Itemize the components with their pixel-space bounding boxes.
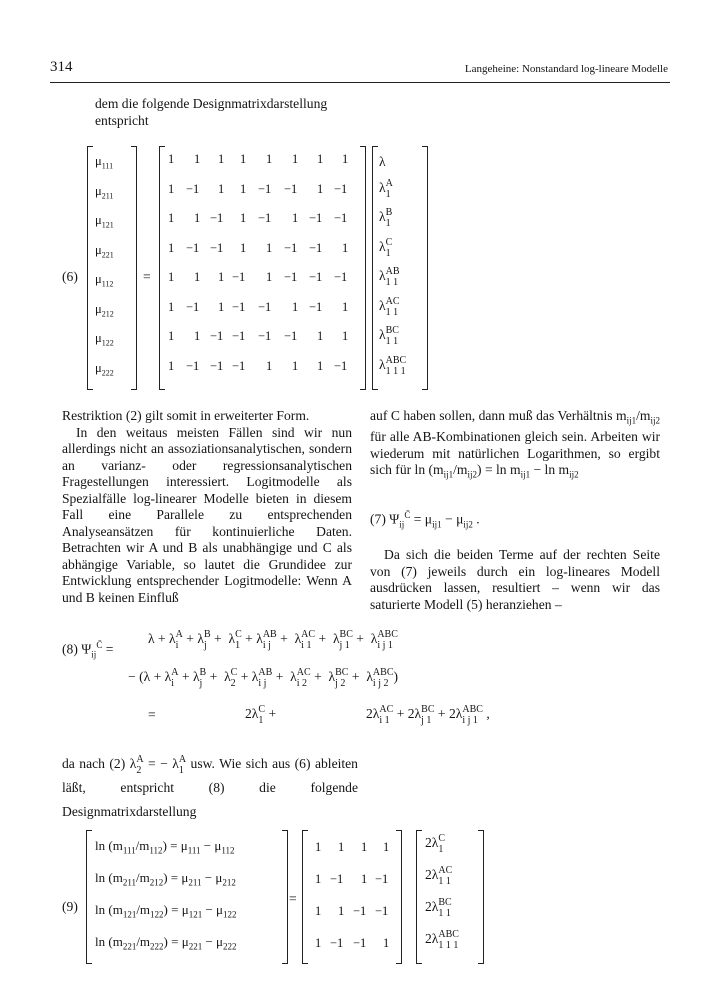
matrix-cell: −1 xyxy=(232,270,246,284)
matrix-cell: 1 xyxy=(292,299,299,314)
mu-entry: $\mu_{212}$ xyxy=(95,301,114,318)
eq9-lhs-entry: $\ln (m_{121}/m_{122}) = \mu_{121} - \mu_{122}$ xyxy=(95,902,237,920)
matrix-cell: −1 xyxy=(309,211,323,225)
matrix-cell: 1 xyxy=(317,152,324,166)
matrix-cell: −1 xyxy=(210,211,224,225)
eq9-rhs-vector xyxy=(416,830,484,964)
eq9-rhs-entry: 2λ BC 1 1 xyxy=(425,897,452,919)
lambda-entry: λ B 1 xyxy=(379,207,393,229)
matrix-cell: 1 xyxy=(194,152,201,166)
matrix-cell: 1 xyxy=(317,329,324,343)
matrix-cell: 1 xyxy=(218,181,225,196)
matrix-cell: 1 xyxy=(240,211,247,225)
matrix-cell: 1 xyxy=(168,240,175,255)
right-column xyxy=(370,408,660,483)
matrix-cell: 1 xyxy=(168,299,175,314)
intro-text: dem die folgende Designmatrixdarstellung entspricht xyxy=(95,96,328,128)
eq6-lambda-vector xyxy=(372,146,428,390)
matrix-cell: 1 xyxy=(292,358,299,373)
eq8-line-3-b: 2λ AC i 1 + 2λ BC j 1 + 2λ ABC i j 1 , xyxy=(366,704,490,726)
eq9-rhs-entry: 2λ C 1 xyxy=(425,833,446,855)
eq6-equals: = xyxy=(143,269,151,284)
matrix-cell: −1 xyxy=(210,329,224,343)
eq9-matrix-cell: 1 xyxy=(315,936,322,950)
header-rule xyxy=(50,82,670,83)
eq9-matrix-cell: −1 xyxy=(330,872,344,886)
matrix-cell: −1 xyxy=(334,181,348,196)
eq6-mu-vector xyxy=(87,146,137,390)
page-number: 314 xyxy=(50,59,73,75)
matrix-cell: −1 xyxy=(258,299,272,314)
matrix-cell: 1 xyxy=(168,358,175,373)
lambda-entry: λ ABC 1 1 1 xyxy=(379,354,407,377)
matrix-cell: −1 xyxy=(334,358,348,373)
matrix-cell: 1 xyxy=(342,299,349,314)
mu-entry: $\mu_{221}$ xyxy=(95,242,114,259)
matrix-cell: −1 xyxy=(309,240,323,255)
matrix-cell: 1 xyxy=(266,358,273,373)
mu-entry: $\mu_{122}$ xyxy=(95,331,114,348)
matrix-cell: −1 xyxy=(309,299,323,314)
matrix-cell: −1 xyxy=(258,211,272,225)
eq8-line-1: λ + λ A i + λ B j + λ C 1 + λ AB i j + λ AC i 1 + λ BC j 1 + λ ABC i j 1 xyxy=(148,629,398,651)
matrix-cell: −1 xyxy=(284,270,298,284)
eq9-matrix-cell: 1 xyxy=(361,840,368,854)
eq9-matrix-cell: −1 xyxy=(375,872,389,886)
matrix-cell: −1 xyxy=(309,270,323,284)
eq9-label: (9) xyxy=(62,899,78,914)
lambda-entry: λ AC 1 1 xyxy=(379,295,400,318)
matrix-cell: −1 xyxy=(186,299,200,314)
matrix-cell: −1 xyxy=(284,329,298,343)
matrix-cell: 1 xyxy=(240,152,247,166)
matrix-cell: 1 xyxy=(342,329,349,343)
mu-entry: $\mu_{121}$ xyxy=(95,213,114,230)
matrix-cell: 1 xyxy=(266,240,273,255)
matrix-cell: −1 xyxy=(210,240,224,255)
eq9-lhs-vector xyxy=(86,830,288,964)
eq6-design-matrix xyxy=(159,146,366,390)
matrix-cell: 1 xyxy=(317,181,324,196)
matrix-cell: 1 xyxy=(168,211,175,225)
eq9-lhs-entry: $\ln (m_{221}/m_{222}) = \mu_{221} - \mu_{222}$ xyxy=(95,934,237,952)
eq9-matrix-cell: −1 xyxy=(353,936,367,950)
eq9-matrix-cell: 1 xyxy=(338,840,345,854)
eq9-matrix xyxy=(302,830,402,964)
eq9-lhs-entry: $\ln (m_{111}/m_{112}) = \mu_{111} - \mu_{112}$ xyxy=(95,838,235,856)
eq8-line-3-a: 2λ C 1 + xyxy=(245,704,277,726)
matrix-cell: 1 xyxy=(218,270,225,284)
eq9-matrix-cell: 1 xyxy=(315,872,322,886)
eq9-matrix-cell: 1 xyxy=(338,904,345,918)
matrix-cell: −1 xyxy=(232,299,246,314)
after-eq8-text: da nach (2) λ A 2 = − λ A 1 usw. Wie sich aus (6) ableiten läßt, entspricht (8) die folgende Designmatrixdarstellung xyxy=(62,753,358,819)
matrix-cell: −1 xyxy=(186,358,200,373)
matrix-cell: −1 xyxy=(334,211,348,225)
eq9-matrix-cell: −1 xyxy=(330,936,344,950)
matrix-cell: 1 xyxy=(168,329,175,343)
right-paragraph-2: Da sich die beiden Terme auf der rechten Seite von (7) jeweils durch ein log-lineares Modell ausdrücken lassen, resultiert – wenn wir das saturierte Modell (5) heranziehen – xyxy=(370,547,660,612)
eq9-matrix-cell: 1 xyxy=(383,936,390,950)
matrix-cell: 1 xyxy=(240,240,247,255)
eq9-lhs-entry: $\ln (m_{211}/m_{212}) = \mu_{211} - \mu_{212}$ xyxy=(95,870,236,888)
eq8-line-3: = xyxy=(148,707,156,722)
matrix-cell: 1 xyxy=(266,270,273,284)
matrix-cell: −1 xyxy=(258,329,272,343)
eq9-matrix-cell: 1 xyxy=(315,904,322,918)
eq7: (7) $\Psi_{ij}^{C̄} = \mu_{ij1} - \mu_{ij2}$ . xyxy=(370,510,480,530)
lambda-entry: λ A 1 xyxy=(379,177,393,200)
eq9-matrix-cell: 1 xyxy=(383,840,390,854)
eq9-rhs-entry: 2λ AC 1 1 xyxy=(425,865,453,887)
matrix-cell: 1 xyxy=(168,270,175,284)
matrix-cell: 1 xyxy=(218,152,225,166)
lambda-entry: λ BC 1 1 xyxy=(379,325,399,347)
matrix-cell: 1 xyxy=(168,152,175,166)
matrix-cell: 1 xyxy=(342,240,349,255)
matrix-cell: −1 xyxy=(186,181,200,196)
left-paragraph-1: Restriktion (2) gilt somit in erweiterter Form. xyxy=(62,408,310,423)
matrix-cell: 1 xyxy=(194,329,201,343)
matrix-cell: −1 xyxy=(186,240,200,255)
matrix-cell: 1 xyxy=(194,270,201,284)
eq9-matrix-cell: −1 xyxy=(375,904,389,918)
matrix-cell: −1 xyxy=(210,358,224,373)
lambda-entry: λ C 1 xyxy=(379,236,393,259)
eq9-matrix-cell: −1 xyxy=(353,904,367,918)
matrix-cell: 1 xyxy=(266,152,273,166)
lambda-entry: λ xyxy=(379,154,386,169)
matrix-cell: −1 xyxy=(232,329,246,343)
matrix-cell: 1 xyxy=(292,211,299,225)
matrix-cell: −1 xyxy=(232,358,246,373)
left-paragraph-2: In den weitaus meisten Fällen sind wir nun allerdings nicht an assoziationsanalytischen, sondern an varianz- oder regressionsanalytischen Fragestellungen interessiert. Logitmodelle als Spezialfälle log-linearer Modelle bieten in diesem Fall eine Parallele zu entsprechenden Analyseansätzen für kontinuierliche Daten. Betrachten wir A und B als unabhängige und C als abhängige Variable, so lautet die Grundidee zur Entwicklung entsprechender Logitmodelle: Wenn A und B keinen Einfluß xyxy=(62,424,352,605)
eq9-equals: = xyxy=(289,891,297,906)
eq9-rhs-entry: 2λ ABC 1 1 1 xyxy=(425,929,459,951)
matrix-cell: 1 xyxy=(168,181,175,196)
mu-entry: $\mu_{211}$ xyxy=(95,183,114,200)
matrix-cell: −1 xyxy=(334,270,348,284)
running-title: Langeheine: Nonstandard log-lineare Modelle xyxy=(464,63,668,75)
matrix-cell: 1 xyxy=(342,152,349,166)
eq9-matrix-cell: 1 xyxy=(361,872,368,886)
lambda-entry: λ AB 1 1 xyxy=(379,266,400,288)
eq8-line-2: − (λ + λ A i + λ B j + λ C 2 + λ AB i j + λ AC i 2 + λ BC j 2 + λ ABC i j 2 ) xyxy=(128,667,399,689)
left-column xyxy=(62,408,352,606)
matrix-cell: 1 xyxy=(292,152,299,166)
mu-entry: $\mu_{222}$ xyxy=(95,360,114,377)
matrix-cell: −1 xyxy=(284,181,298,196)
matrix-cell: 1 xyxy=(240,181,247,196)
right-paragraph-2-wrap xyxy=(370,547,660,613)
matrix-cell: 1 xyxy=(194,211,201,225)
matrix-cell: 1 xyxy=(317,358,324,373)
eq9-matrix-cell: 1 xyxy=(315,840,322,854)
matrix-cell: 1 xyxy=(218,299,225,314)
eq8-label: (8) $\Psi_{ij}^{C̄}$ = xyxy=(62,640,114,660)
matrix-cell: −1 xyxy=(284,240,298,255)
matrix-cell: −1 xyxy=(258,181,272,196)
right-paragraph-1: auf C haben sollen, dann muß das Verhältnis $m_{ij1}/m_{ij2}$ für alle AB-Kombinationen gleich sein. Arbeiten wir wiederum mit natürlichen Logarithmen, so ergibt sich für $\ln (m_{ij1}/m_{ij2}) = \ln m_{ij1} - \ln m_{ij2}$ xyxy=(370,408,660,480)
eq6-label: (6) xyxy=(62,269,78,284)
mu-entry: $\mu_{111}$ xyxy=(95,154,114,171)
mu-entry: $\mu_{112}$ xyxy=(95,272,114,289)
